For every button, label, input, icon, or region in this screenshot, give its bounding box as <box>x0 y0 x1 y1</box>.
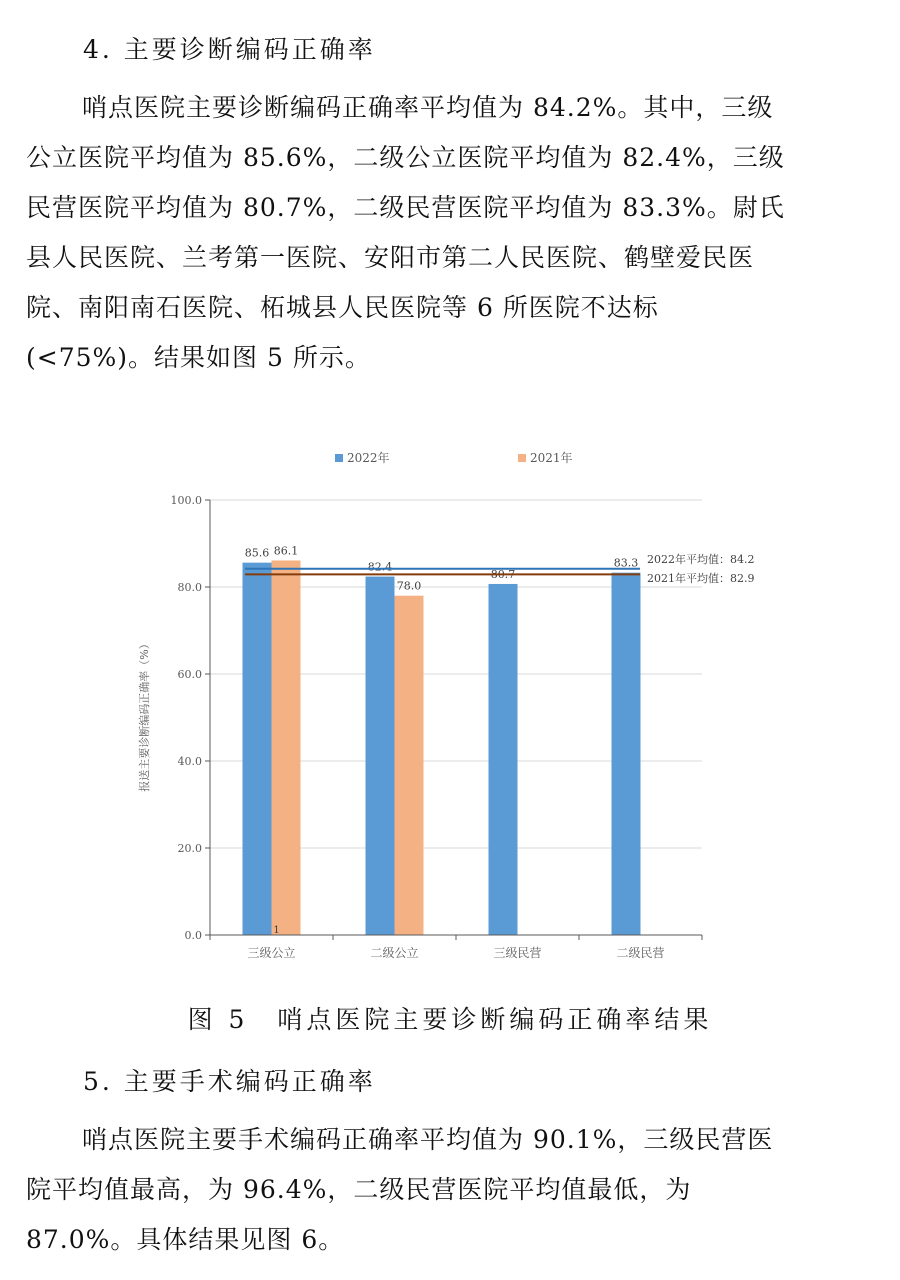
x-tick-label: 三级民营 <box>493 946 542 960</box>
paragraph-line: 哨点医院主要诊断编码正确率平均值为 84.2%。其中，三级 <box>82 93 774 122</box>
legend-label: 2022年 <box>347 451 390 465</box>
stray-label: 1 <box>273 925 280 936</box>
y-tick-label: 20.0 <box>177 842 202 855</box>
paragraph-line: 哨点医院主要手术编码正确率平均值为 90.1%，三级民营医 <box>82 1125 774 1154</box>
chart-legend <box>335 450 573 465</box>
section-4-heading: 4. 主要诊断编码正确率 <box>83 35 376 64</box>
section-4-paragraph <box>26 83 886 383</box>
bar-2021 <box>272 560 301 935</box>
figure-caption: 图 5 哨点医院主要诊断编码正确率结果 <box>187 1005 713 1034</box>
y-tick-label: 40.0 <box>177 755 202 768</box>
bar-2022 <box>243 563 272 935</box>
y-tick-label: 100.0 <box>170 494 202 507</box>
average-line-label: 2022年平均值：84.2 <box>647 553 755 566</box>
average-line-label: 2021年平均值：82.9 <box>647 572 755 585</box>
paragraph-line: 院平均值最高，为 96.4%，二级民营医院平均值最低，为 <box>26 1175 692 1204</box>
paragraph-line: 县人民医院、兰考第一医院、安阳市第二人民医院、鹤壁爱民医 <box>26 243 755 272</box>
x-axis <box>210 935 702 960</box>
data-label: 83.3 <box>613 556 639 570</box>
bar-2022 <box>489 584 518 935</box>
y-tick-label: 80.0 <box>177 581 202 594</box>
data-label: 82.4 <box>367 560 393 574</box>
y-tick-label: 0.0 <box>184 929 202 942</box>
x-tick-label: 三级公立 <box>247 946 296 960</box>
bar-chart <box>130 440 770 980</box>
legend-label: 2021年 <box>530 451 573 465</box>
x-tick-label: 二级民营 <box>616 946 665 960</box>
paragraph-line: 87.0%。具体结果见图 6。 <box>26 1225 345 1254</box>
paragraph-line: (<75%)。结果如图 5 所示。 <box>26 343 371 372</box>
legend-swatch <box>518 454 526 462</box>
legend-swatch <box>335 454 343 462</box>
paragraph-line: 民营医院平均值为 80.7%，二级民营医院平均值为 83.3%。尉氏 <box>26 193 785 222</box>
data-label: 86.1 <box>273 544 299 558</box>
y-tick-label: 60.0 <box>177 668 202 681</box>
bar-2022 <box>612 573 641 935</box>
chart-bars <box>243 544 641 936</box>
data-label: 80.7 <box>490 567 516 581</box>
section-5-heading: 5. 主要手术编码正确率 <box>83 1067 376 1096</box>
bar-2021 <box>395 596 424 935</box>
y-axis-label: 报送主要诊断编码正确率（%） <box>138 638 151 792</box>
data-label: 78.0 <box>396 579 422 593</box>
y-axis <box>171 494 211 942</box>
data-label: 85.6 <box>244 546 270 560</box>
x-tick-label: 二级公立 <box>370 946 419 960</box>
paragraph-line: 院、南阳南石医院、柘城县人民医院等 6 所医院不达标 <box>26 293 659 322</box>
paragraph-line: 公立医院平均值为 85.6%，二级公立医院平均值为 82.4%，三级 <box>26 143 785 172</box>
bar-2022 <box>366 577 395 935</box>
section-5-paragraph <box>26 1115 886 1265</box>
